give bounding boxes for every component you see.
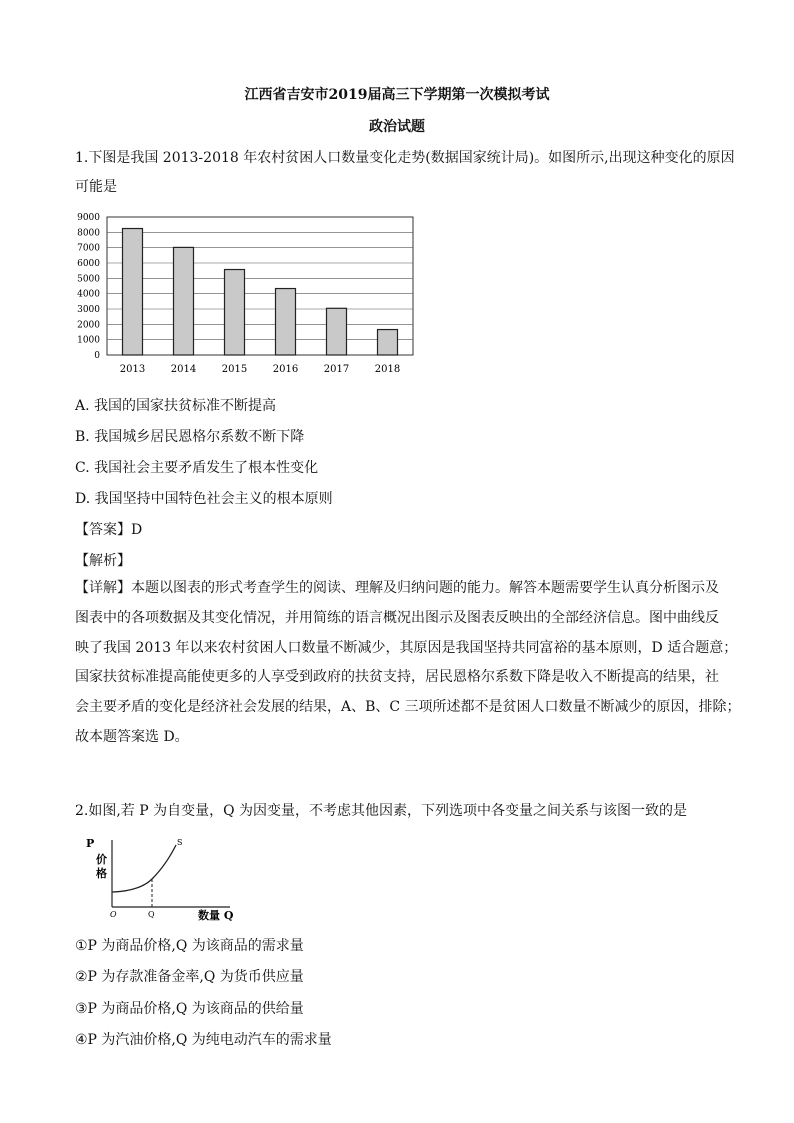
x-tick-label: 2017	[323, 364, 350, 375]
q1-option-b: B. 我国城乡居民恩格尔系数不断下降	[75, 429, 305, 445]
y-tick-label: 0	[94, 351, 100, 361]
plot-frame	[107, 217, 413, 355]
bar-2018	[378, 330, 398, 355]
y-tick-label: 8000	[77, 228, 100, 239]
y-tick-label: 9000	[77, 213, 100, 223]
q1-analysis	[75, 574, 741, 753]
supply-curve-figure	[80, 835, 250, 925]
bar-2013	[123, 229, 143, 355]
y-tick-label: 6000	[77, 259, 100, 269]
q-point-label: Q	[148, 910, 155, 919]
y-tick-label: 7000	[77, 243, 100, 254]
x-axis-label: 数量 Q	[198, 909, 234, 922]
q1-option-d: D. 我国坚持中国特色社会主义的根本原则	[75, 491, 333, 507]
bar-2016	[276, 289, 296, 355]
curve-label: S	[177, 838, 183, 847]
y-axis-letter: P	[86, 837, 95, 850]
x-tick-label: 2016	[272, 364, 299, 375]
q2-option-1: ①P 为商品价格,Q 为该商品的需求量	[75, 938, 304, 954]
y-tick-label: 4000	[77, 289, 100, 300]
exam-subtitle: 政治试题	[369, 119, 425, 135]
analysis-line: 故本题答案选 D。	[75, 728, 189, 745]
y-tick-label: 1000	[77, 335, 100, 346]
q1-analysis-label: 【解析】	[75, 553, 131, 569]
analysis-line: 图表中的各项数据及其变化情况，并用简练的语言概况出图示及图表反映出的全部经济信息。图中曲线反	[75, 609, 719, 626]
q1-stem-line1: 1.下图是我国 2013-2018 年农村贫困人口数量变化走势(数据国家统计局)。如图所示,出现这种变化的原因	[75, 150, 735, 166]
exam-title: 江西省吉安市2019届高三下学期第一次模拟考试	[244, 87, 550, 103]
q2-stem: 2.如图,若 P 为自变量，Q 为因变量，不考虑其他因素，下列选项中各变量之间关系与该图一致的是	[75, 803, 688, 819]
analysis-line: 会主要矛盾的变化是经济社会发展的结果，A、B、C 三项所述都不是贫困人口数量不断减少的原因，排除；	[75, 699, 741, 716]
gridlines	[107, 232, 413, 339]
y-tick-label: 5000	[77, 274, 100, 285]
x-tick-labels	[120, 364, 400, 375]
x-tick-label: 2015	[221, 364, 248, 375]
q2-option-3: ③P 为商品价格,Q 为该商品的供给量	[75, 1001, 304, 1017]
x-tick-label: 2013	[119, 364, 146, 375]
q1-answer: 【答案】D	[75, 522, 143, 538]
poverty-bar-chart	[70, 212, 422, 380]
analysis-line: 【详解】本题以图表的形式考查学生的阅读、理解及归纳问题的能力。解答本题需要学生认真分析图示及	[75, 580, 719, 596]
bar-2015	[225, 270, 245, 355]
origin-label: O	[110, 910, 117, 919]
supply-curve	[112, 845, 176, 892]
x-tick-label: 2018	[374, 364, 401, 375]
q2-option-4: ④P 为汽油价格,Q 为纯电动汽车的需求量	[75, 1032, 332, 1048]
analysis-line: 映了我国 2013 年以来农村贫困人口数量不断减少，其原因是我国坚持共同富裕的基本原则，D 适合题意；	[75, 639, 738, 656]
q1-option-a: A. 我国的国家扶贫标准不断提高	[75, 398, 277, 414]
analysis-line: 国家扶贫标准提高能使更多的人享受到政府的扶贫支持，居民恩格尔系数下降是收入不断提高的结果，社	[75, 669, 719, 686]
y-axis-label-top: 价	[96, 853, 107, 866]
y-axis-label-bottom: 格	[96, 867, 107, 880]
q2-option-2: ②P 为存款准备金率,Q 为货币供应量	[75, 969, 304, 985]
bar-2014	[174, 247, 194, 355]
q1-stem-line2: 可能是	[75, 179, 117, 195]
y-tick-label: 2000	[77, 320, 100, 331]
y-tick-labels	[77, 213, 100, 361]
y-tick-label: 3000	[77, 305, 100, 315]
bar-2017	[327, 308, 347, 355]
q1-option-c: C. 我国社会主要矛盾发生了根本性变化	[75, 460, 319, 476]
x-tick-label: 2014	[170, 364, 197, 375]
